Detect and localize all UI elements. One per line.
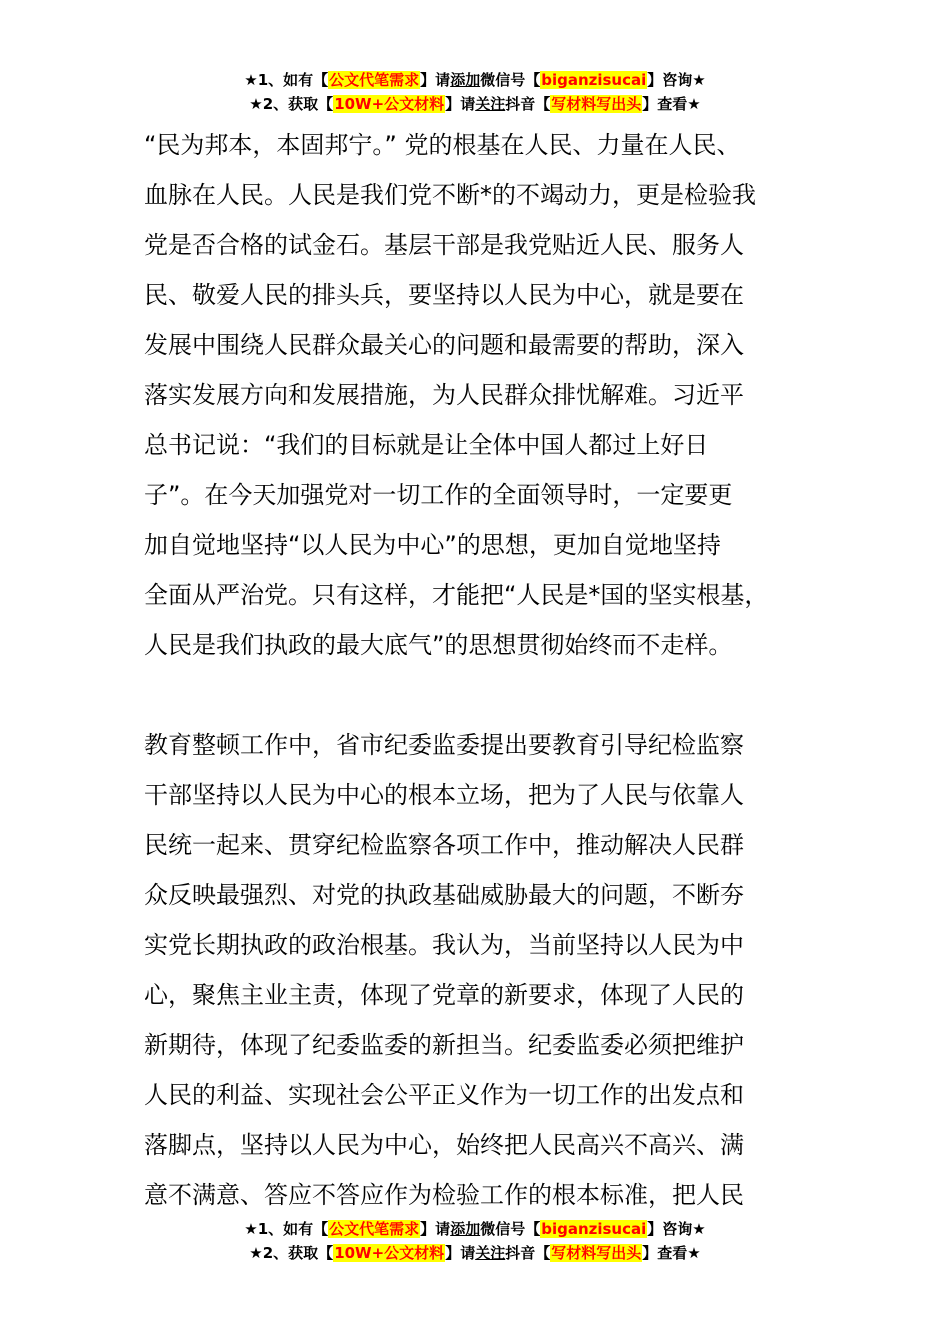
highlight-service: 公文代笔需求 bbox=[329, 1220, 420, 1238]
highlight-service: 公文代笔需求 bbox=[329, 71, 420, 89]
text-line: 全面从严治党。只有这样，才能把“人民是*国的坚实根基， bbox=[144, 581, 769, 609]
highlight-wechat-id: biganzisucai bbox=[541, 1220, 647, 1238]
text-line: 教育整顿工作中，省市纪委监委提出要教育引导纪检监察 bbox=[144, 731, 744, 759]
highlight-materials: 10W+公文材料 bbox=[334, 95, 445, 113]
text-line: 党是否合格的试金石。基层干部是我党贴近人民、服务人 bbox=[144, 231, 744, 259]
highlight-douyin-account: 写材料写出头 bbox=[551, 95, 642, 113]
text-line: 新期待，体现了纪委监委的新担当。纪委监委必须把维护 bbox=[144, 1031, 744, 1059]
banner-line-1: ★1、如有【公文代笔需求】请添加微信号【biganzisucai】咨询★ bbox=[244, 1220, 706, 1238]
text-line: 意不满意、答应不答应作为检验工作的根本标准，把人民 bbox=[144, 1181, 744, 1209]
text-line: 实党长期执政的政治根基。我认为，当前坚持以人民为中 bbox=[144, 931, 744, 959]
text-line: 总书记说：“我们的目标就是让全体中国人都过上好日 bbox=[144, 431, 709, 459]
text-line: 心，聚焦主业主责，体现了党章的新要求，体现了人民的 bbox=[144, 981, 744, 1009]
text-line: 落实发展方向和发展措施，为人民群众排忧解难。习近平 bbox=[144, 381, 744, 409]
highlight-materials: 10W+公文材料 bbox=[334, 1244, 445, 1262]
paragraph-gap bbox=[144, 670, 834, 720]
banner-line-2: ★2、获取【10W+公文材料】请关注抖音【写材料写出头】查看★ bbox=[249, 95, 701, 113]
text-line: 发展中围绕人民群众最关心的问题和最需要的帮助，深入 bbox=[144, 331, 744, 359]
text-line: 人民是我们执政的最大底气”的思想贯彻始终而不走样。 bbox=[144, 631, 733, 659]
text-line: 落脚点，坚持以人民为中心，始终把人民高兴不高兴、满 bbox=[144, 1131, 744, 1159]
highlight-wechat-id: biganzisucai bbox=[541, 71, 647, 89]
text-line: 加自觉地坚持“以人民为中心”的思想，更加自觉地坚持 bbox=[144, 531, 721, 559]
text-line: 众反映最强烈、对党的执政基础威胁最大的问题，不断夯 bbox=[144, 881, 744, 909]
banner-line-1: ★1、如有【公文代笔需求】请添加微信号【biganzisucai】咨询★ bbox=[244, 71, 706, 89]
text-line: 民统一起来、贯穿纪检监察各项工作中，推动解决人民群 bbox=[144, 831, 744, 859]
text-line: “民为邦本，本固邦宁。” 党的根基在人民、力量在人民、 bbox=[144, 131, 741, 159]
text-line: 人民的利益、实现社会公平正义作为一切工作的出发点和 bbox=[144, 1081, 744, 1109]
paragraph-2 bbox=[144, 720, 834, 1220]
banner-line-2: ★2、获取【10W+公文材料】请关注抖音【写材料写出头】查看★ bbox=[249, 1244, 701, 1262]
paragraph-1 bbox=[144, 120, 834, 670]
document-body bbox=[144, 120, 834, 1220]
text-line: 子”。在今天加强党对一切工作的全面领导时，一定要更 bbox=[144, 481, 733, 509]
text-line: 血脉在人民。人民是我们党不断*的不竭动力，更是检验我 bbox=[144, 181, 756, 209]
footer-banner bbox=[0, 1217, 950, 1265]
text-line: 干部坚持以人民为中心的根本立场，把为了人民与依靠人 bbox=[144, 781, 744, 809]
highlight-douyin-account: 写材料写出头 bbox=[551, 1244, 642, 1262]
header-banner bbox=[0, 68, 950, 116]
text-line: 民、敬爱人民的排头兵，要坚持以人民为中心，就是要在 bbox=[144, 281, 744, 309]
